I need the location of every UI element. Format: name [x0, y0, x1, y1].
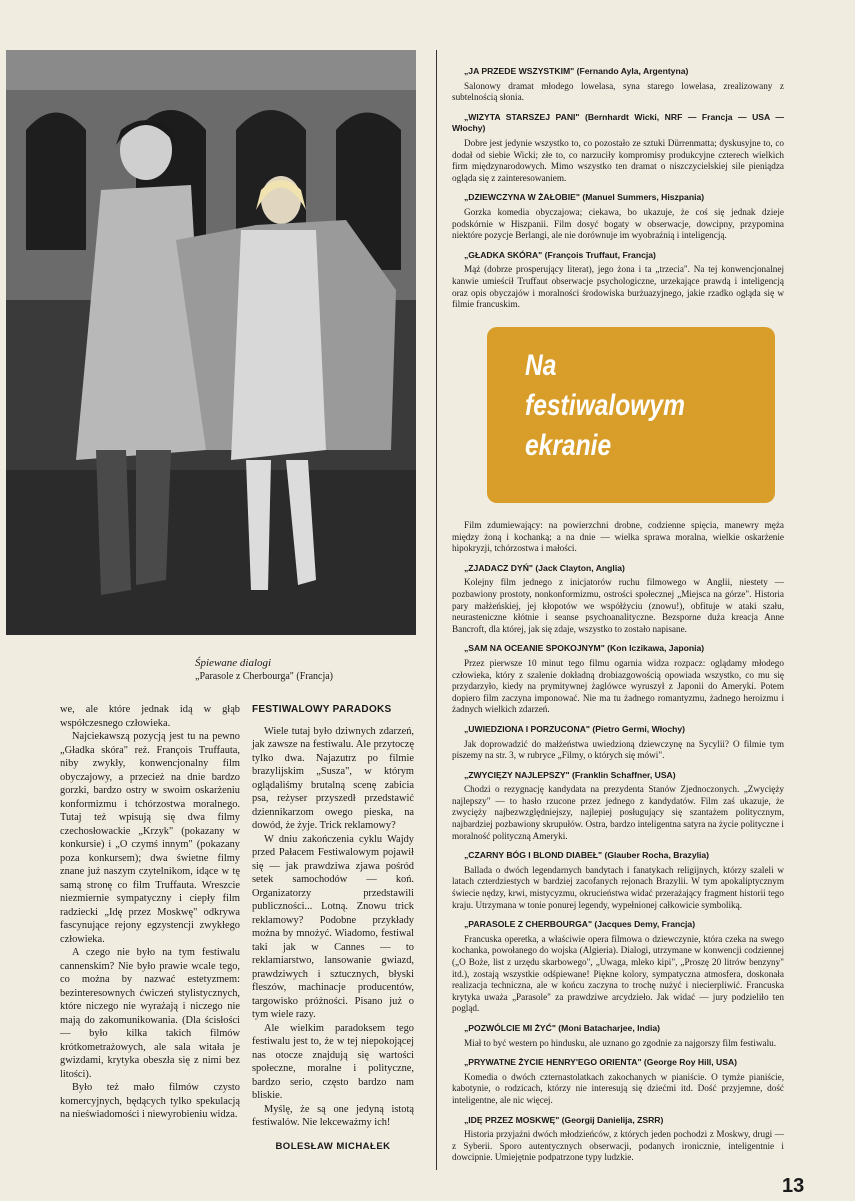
film-title: „PRYWATNE ŻYCIE HENRY'EGO ORIENTA" (George Roy Hill, USA)	[464, 1057, 738, 1068]
film-entry	[452, 520, 784, 555]
photo-caption	[195, 657, 415, 683]
paragraph: Wiele tutaj było dziwnych zdarzeń, jak zawsze na festiwalu. Ale przytoczę tylko dwa. Najazutrz po filmie brazylijskim „Susza", w którym oglądaliśmy brutalną scenę zabicia psa, reżyser przyszedł przedstawić dziennikarzom owego pieska, na dowód, że żyje. Trick reklamowy?	[252, 725, 414, 831]
banner-line-3: ekranie	[525, 429, 612, 462]
paragraph: Najciekawszą pozycją jest tu na pewno „Gładka skóra" reż. François Truffauta, niby zwykły, konwencjonalny film obyczajowy, a przecież na dnie bardzo gorzki, bardzo ostry w swoim oskarżeniu konformizmu i tchórzostwa moralnego. Tutaj też wpisują się dwa filmy czechosłowackie „Krzyk" (pokazany w konkursie) i „O czymś innym" (pokazany poza konkursem); dwa świetne filmy znane już naszym czytelnikom, idące w tę samą stronę co film Truffauta. Wreszcie niezmiernie sympatyczny i ciepły film radziecki „Idę przez Moskwę" odkrywa fascynujące rejony egzystencji zwykłego człowieka.	[60, 731, 240, 945]
photo-illustration	[6, 50, 416, 635]
paragraph: we, ale które jednak idą w głąb współczesnego człowieka.	[60, 704, 240, 729]
film-entry	[452, 643, 784, 716]
film-entry	[452, 1115, 784, 1164]
film-title: „JA PRZEDE WSZYSTKIM" (Fernando Ayla, Argentyna)	[464, 66, 689, 76]
banner-line-1: Na	[525, 349, 557, 382]
film-entry	[452, 1023, 784, 1049]
page-number: 13	[782, 1175, 805, 1197]
film-list-bottom	[452, 520, 784, 1172]
film-entry	[452, 1057, 784, 1106]
film-entry	[452, 850, 784, 911]
caption-title: Śpiewane dialogi	[195, 657, 272, 669]
film-review: Gorzka komedia obyczajowa; ciekawa, bo ukazuje, że coś się jednak dzieje podskórnie w Hiszpanii. Film dosyć bogaty w obserwacje, dowcipny, przypomina niektóre pozycje Berlangi, ale nie dorównuje im wyobraźnią i inteligencją.	[452, 206, 784, 241]
film-entry	[452, 770, 784, 843]
film-still-photo	[6, 50, 416, 635]
film-review: Ballada o dwóch legendarnych bandytach i fanatykach religijnych, którzy szaleli w latach czterdziestych w bardziej zacofanych rejonach Brazylii. W tym apokaliptycznym świecie nędzy, krwi, mistycyzmu, okrucieństwa widać przerażający fragment historii tego kraju. Utrzymana w tonie ponurej legendy, wypełnionej całkowicie symboliką.	[452, 864, 784, 910]
film-review: Przez pierwsze 10 minut tego filmu ogarnia widza rozpacz: oglądamy młodego człowieka, który z szalenie dokładną drobiazgowością opowiada wszystko, co mu się przydarzyło, kiedy na prymitywnej żaglówce wyruszył z Japonii do Ameryki. Potem dopiero film zaczyna imponować. Nie ma tu żadnego romantyzmu, żadnego heroizmu i żadnych wielkich zdarzeń.	[452, 657, 784, 715]
film-title: „DZIEWCZYNA W ŻAŁOBIE" (Manuel Summers, Hiszpania)	[464, 192, 705, 203]
banner-line-2: festiwalowym	[525, 389, 685, 422]
film-title: „POZWÓLCIE MI ŻYĆ" (Moni Batacharjee, India)	[464, 1022, 661, 1033]
film-title: „SAM NA OCEANIE SPOKOJNYM" (Kon Iczikawa, Japonia)	[464, 643, 705, 654]
film-review: Dobre jest jedynie wszystko to, co pozostało ze sztuki Dürrenmatta; dyskusyjne to, co dodał od siebie Wicki; złe to, co narzuciły kompromisy produkcyjne czterech wielkich firm międzynarodowych. Mimo wszystko ten dramat o niszczycielskiej sile pieniądza ogląda się z zainteresowaniem.	[452, 137, 784, 183]
article-column-1	[60, 703, 240, 1122]
film-review-continued: Film zdumiewający: na powierzchni drobne, codzienne spięcia, manewry męża między żoną i kochanką; a na dnie — wielka sprawa moralna, wielkie oskarżenie hipokryzji, tchórzostwa i małości.	[452, 520, 784, 554]
film-title: „ZWYCIĘZY NAJLEPSZY" (Franklin Schaffner, USA)	[464, 769, 676, 780]
film-review: Jak doprowadzić do małżeństwa uwiedzioną dziewczynę na Sycylii? O filmie tym piszemy na str. 3, w rubryce „Filmy, o których się mówi".	[452, 738, 784, 761]
film-title: „UWIEDZIONA I PORZUCONA" (Pietro Germi, Włochy)	[464, 723, 685, 734]
film-review: Mąż (dobrze prosperujący literat), jego żona i ta „trzecia". Na tej konwencjonalnej kanwie umieścił Truffaut obserwacje psychologiczne, urzekające prawdą i inteligencją oraz opis obyczajów i moralności środowiska burżuazyjnego, jakie rzadko ogląda się w filmie francuskim.	[452, 264, 784, 310]
film-review: Historia przyjaźni dwóch młodzieńców, z których jeden pochodzi z Moskwy, drugi — z Syberii. Sporo autentycznych obserwacji, podanych ironicznie, inteligentnie i dowcipnie. Umiejętnie podpatrzone typy ludzkie.	[452, 1129, 784, 1163]
section-banner	[487, 327, 775, 503]
film-title: „ZJADACZ DYŃ" (Jack Clayton, Anglia)	[464, 562, 625, 573]
film-entry	[452, 919, 784, 1015]
author-byline: BOLESŁAW MICHAŁEK	[275, 1140, 391, 1152]
paragraph: W dniu zakończenia cyklu Wajdy przed Pałacem Festiwalowym pojawił się — jak prawdziwa zjawa pośród setek samochodów — koń. Organizatorzy przedstawili publiczności... Lotną. Znowu trick reklamowy? Podobne przykłady można by mnożyć. Wiadomo, festiwal taki jak w Cannes — to reklamiarstwo, lansowanie gwiazd, prawdziwych i sztucznych, błyski fleszów, machinacje producentów, targowisko próżności. Pisano już o tym wiele razy.	[252, 833, 414, 1020]
film-title: „CZARNY BÓG I BLOND DIABEŁ" (Glauber Rocha, Brazylia)	[464, 850, 710, 861]
section-heading: FESTIWALOWY PARADOKS	[252, 704, 392, 715]
film-review: Kolejny film jednego z inicjatorów ruchu filmowego w Anglii, niestety — pozbawiony prostoty, nonkonformizmu, ostrości społecznej „Miejsca na górze". Historia pary małżeńskiej, jej kłopotów we współżyciu (znowu!), obfituje w ataki szału, neurasteniczne kłótnie i seanse psychoanalityczne. Bezsporne duża kreacja Anne Bancroft, dla której, jak się zdaje, wszystko to zostało napisane.	[452, 577, 784, 634]
film-entry	[452, 724, 784, 762]
film-review: Chodzi o rezygnację kandydata na prezydenta Stanów Zjednoczonych. „Zwycięży najlepszy" — to hasło rzucone przez jednego z kandydatów. Film zaś ukazuje, że zwycięży najbezwzględniejszy, najlepiej posługujący się szantażem politycznym, najbardziej pozbawiony skrupułów. Ostra, bardzo inteligentna satyra na życie polityczne i moralność polityczną Ameryki.	[452, 784, 784, 841]
film-entry	[452, 66, 784, 104]
film-review: Miał to być western po hindusku, ale uznano go zgodnie za najgorszy film festiwalu.	[464, 1037, 777, 1048]
article-column-2	[252, 703, 414, 1153]
paragraph: A czego nie było na tym festiwalu cannenskim? Nie było prawie wcale tego, co można by nazwać estetyzmem: bezinteresownych ćwiczeń stylistycznych, które niczego nie wyrażają i niczego nie mają do zakomunikowania. (Dla ścisłości — było kilka takich filmów krótkometrażowych, ale sala witała je gwizdami, krytyka obeszła się z nimi bez litości).	[60, 947, 240, 1080]
paragraph: Było też mało filmów czysto komercyjnych, będących tylko spekulacją na nieświadomości i niewyrobieniu widza.	[60, 1082, 240, 1120]
film-list-top	[452, 66, 784, 319]
paragraph: Myślę, że są one jedyną istotą festiwalów. Nie lekceważmy ich!	[252, 1103, 414, 1128]
film-entry	[452, 563, 784, 636]
paragraph: Ale wielkim paradoksem tego festiwalu jest to, że w tej niepokojącej nas otocze znajdują się wartości społeczne, moralne i polityczne, bardzo serio, często bardzo nam bliskie.	[252, 1022, 414, 1101]
film-title: „IDĘ PRZEZ MOSKWĘ" (Georgij Danielija, ZSRR)	[464, 1114, 664, 1125]
film-entry	[452, 112, 784, 185]
column-divider	[436, 50, 437, 1170]
film-entry	[452, 250, 784, 311]
film-title: „GŁADKA SKÓRA" (François Truffaut, Francja)	[464, 249, 656, 260]
film-title: „PARASOLE Z CHERBOURGA" (Jacques Demy, Francja)	[464, 919, 696, 930]
caption-subtitle: „Parasole z Cherbourga" (Francja)	[195, 671, 334, 682]
film-title: „WIZYTA STARSZEJ PANI" (Bernhardt Wicki, NRF — Francja — USA — Włochy)	[452, 111, 784, 134]
film-review: Salonowy dramat młodego lowelasa, syna starego lowelasa, zrealizowany z subtelnością słonia.	[452, 80, 784, 103]
film-review: Komedia o dwóch czternastolatkach zakochanych w pianiście. O tymże pianiście, kabotynie, o rodzicach, którzy nie interesują się dziećmi itd. Dość przyjemne, dość inteligentne, ale nic więcej.	[452, 1071, 784, 1105]
film-review: Francuska operetka, a właściwie opera filmowa o dziewczynie, która czeka na swego kochanka, powołanego do wojska (Algieria). Dialogi, utrzymane w konwencji codziennej („O Boże, list z urzędu skarbowego", „Uwaga, mleko kipi", „Proszę 20 litrów benzyny" itd.), zostają wszystkie odśpiewane! Piękne kolory, sympatyczna atmosfera, doskonała realizacja techniczna, ale w końcu zaczyna to trochę nużyć i niecierpliwić. Francuska krytyka uważa „Parasole" za prawdziwe arcydzieło. Jak widać — jury podzieliło ten pogląd.	[452, 933, 784, 1014]
film-entry	[452, 192, 784, 241]
